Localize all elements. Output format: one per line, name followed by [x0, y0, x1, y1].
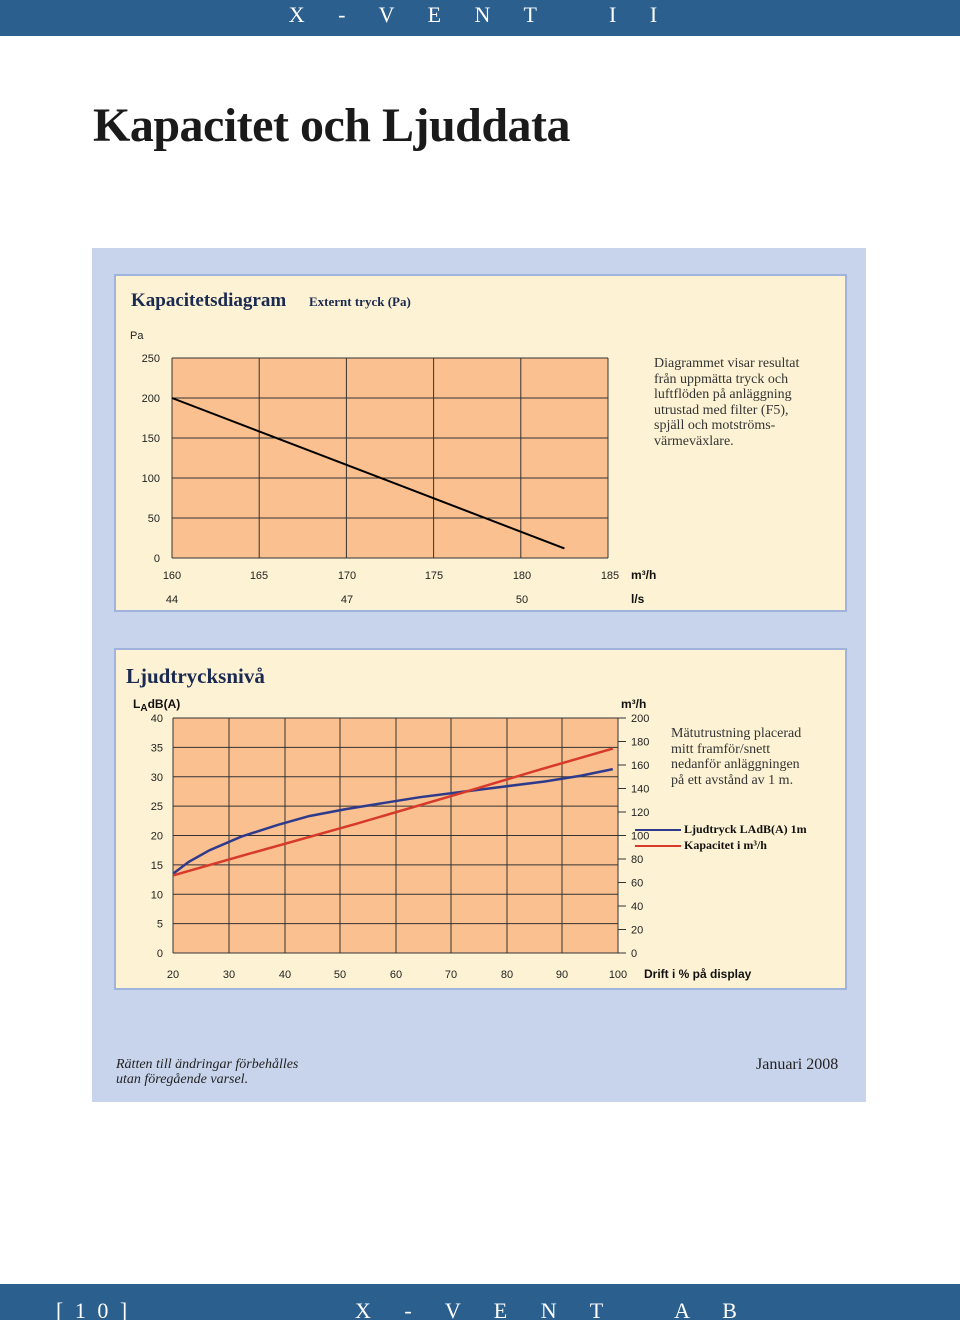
y2-tick-label: 120 [631, 807, 650, 819]
sound-note-line: mitt framför/snett [671, 741, 771, 757]
x-tick-label: 185 [600, 570, 620, 582]
page-number: [ 1 0 ] [56, 1298, 131, 1323]
capacity-note [654, 356, 799, 449]
x-tick-label: 180 [512, 570, 532, 582]
y-tick-label: 100 [141, 473, 160, 485]
y-tick-label: 15 [150, 859, 163, 872]
x-tick-label: 100 [608, 969, 628, 981]
x-tick-label: 20 [166, 969, 180, 981]
legend-swatch-capacity [635, 845, 681, 847]
plot-area [172, 358, 608, 558]
capacity-chart-panel [114, 274, 847, 612]
header-bar [0, 0, 960, 36]
capacity-note-line: värmeväxlare. [654, 433, 734, 449]
sound-note-line: Mätutrustning placerad [671, 726, 802, 741]
footer-disclaimer-line: Rätten till ändringar förbehålles [116, 1057, 299, 1072]
y-tick-label: 50 [147, 513, 160, 525]
y2-axis-label: m³/h [621, 697, 647, 711]
footer-company: X - V E N T A B [355, 1298, 751, 1323]
y-tick-label: 0 [156, 948, 163, 960]
y-axis-label-rest: dB(A) [147, 697, 181, 711]
header-brand: X - V E N T I I [288, 2, 672, 27]
x-tick-label: 30 [222, 969, 236, 981]
sound-chart [116, 650, 845, 988]
y2-tick-label: 180 [631, 736, 650, 749]
y-tick-label: 200 [141, 393, 160, 405]
y-tick-label: 20 [150, 830, 163, 843]
y-tick-label: 40 [150, 713, 163, 725]
footer-disclaimer-line: utan föregående varsel. [116, 1072, 249, 1087]
chart-subtitle: Externt tryck (Pa) [309, 294, 411, 309]
x-tick-label: 70 [444, 969, 458, 981]
x-tick-label: 80 [500, 969, 514, 981]
y-axis-label-main: L [133, 697, 141, 711]
y2-tick-label: 60 [631, 877, 644, 890]
y-axis-label: Pa [130, 330, 144, 342]
x-tick-label: 175 [424, 570, 444, 582]
sound-note-line: nedanför anläggningen [671, 757, 800, 772]
x2-tick-label: 44 [165, 594, 179, 606]
y-axis-label-sub: A [140, 703, 148, 714]
x2-tick-label: 47 [340, 594, 354, 606]
y-tick-label: 30 [150, 771, 163, 784]
legend-label-capacity: Kapacitet i m³/h [684, 838, 767, 852]
y2-tick-label: 140 [631, 783, 650, 796]
page-title: Kapacitet och Ljuddata [93, 99, 571, 152]
y-axis-label [133, 697, 180, 714]
y-tick-label: 0 [153, 553, 160, 565]
y-tick-label: 35 [150, 742, 163, 755]
y-tick-label: 10 [150, 889, 163, 902]
capacity-note-line: Diagrammet visar resultat [654, 356, 800, 371]
y2-tick-label: 200 [631, 713, 650, 725]
capacity-note-line: från uppmätta tryck och [654, 371, 789, 387]
capacity-note-line: luftflöden på anläggning [654, 387, 792, 402]
y-tick-label: 5 [156, 918, 163, 931]
x-tick-label: 90 [555, 969, 569, 981]
x2-axis-unit: l/s [631, 592, 645, 606]
chart-title: Kapacitetsdiagram [131, 290, 287, 311]
y-tick-label: 150 [141, 433, 160, 445]
legend-label-sound: Ljudtryck LAdB(A) 1m [684, 822, 807, 836]
x-axis-label: Drift i % på display [644, 967, 752, 981]
legend-swatch-sound [635, 829, 681, 831]
y2-tick-label: 160 [631, 760, 650, 772]
y2-tick-label: 20 [631, 924, 644, 937]
y2-tick-label: 100 [631, 830, 650, 843]
sound-note-line: på ett avstånd av 1 m. [671, 772, 794, 788]
x-tick-label: 170 [337, 570, 357, 582]
x-tick-label: 60 [389, 969, 403, 981]
x-tick-label: 160 [162, 570, 182, 582]
chart-title: Ljudtrycksnivå [126, 664, 265, 688]
y-tick-label: 25 [150, 801, 163, 814]
capacity-note-line: spjäll och motströms- [654, 418, 776, 433]
y2-tick-label: 80 [631, 854, 644, 866]
y2-tick-label: 40 [631, 901, 644, 913]
x-axis-unit: m³/h [631, 568, 657, 582]
y2-tick-label: 0 [631, 948, 638, 960]
sound-chart-panel [114, 648, 847, 990]
footer-disclaimer [116, 1057, 298, 1087]
x-tick-label: 165 [249, 570, 269, 582]
capacity-note-line: utrustad med filter (F5), [654, 402, 789, 418]
x2-tick-label: 50 [515, 594, 529, 606]
sound-note [671, 726, 801, 788]
footer-date: Januari 2008 [756, 1056, 839, 1073]
x-tick-label: 50 [333, 969, 347, 981]
x-tick-label: 40 [278, 969, 292, 981]
y-tick-label: 250 [141, 353, 160, 365]
